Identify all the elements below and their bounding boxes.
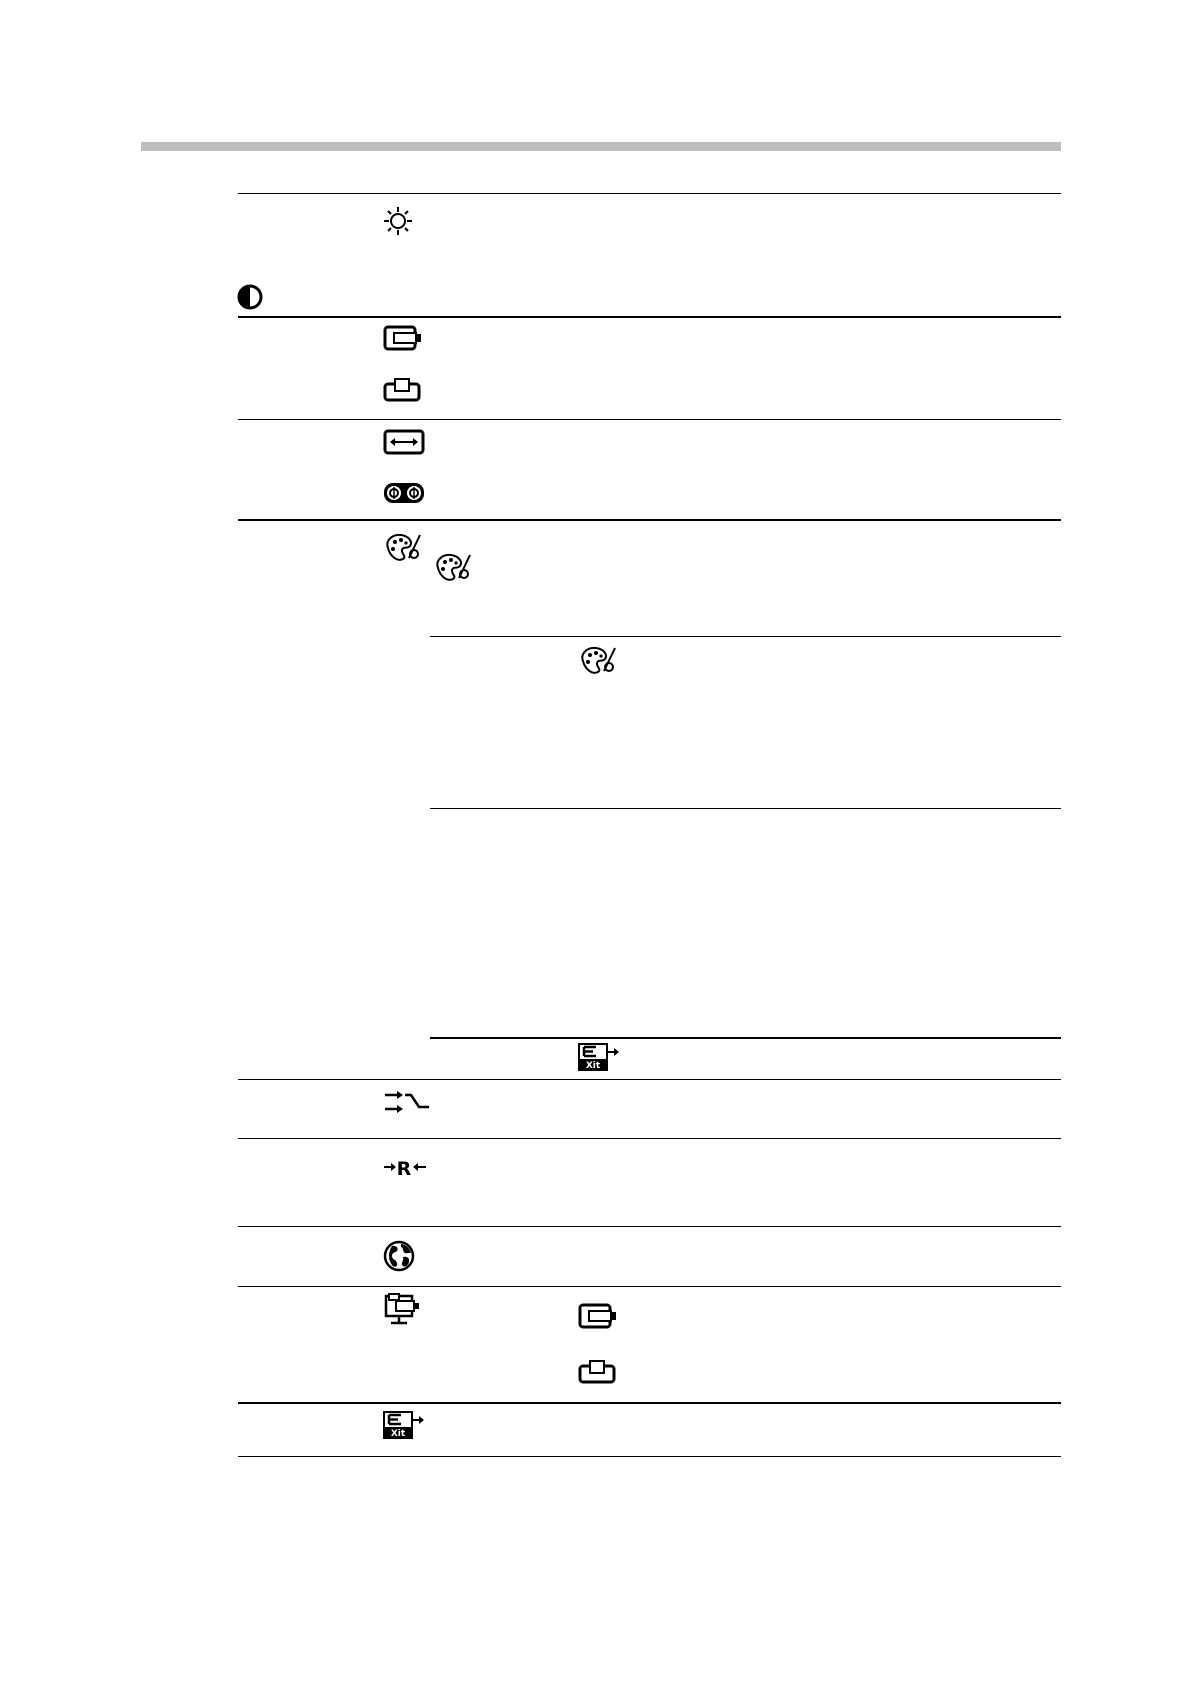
table-subrule xyxy=(430,808,1061,809)
table-rule xyxy=(238,193,1061,194)
half-circle-contrast-icon xyxy=(237,284,263,310)
table-rule xyxy=(238,1138,1061,1139)
vertical-center-icon xyxy=(578,1360,618,1384)
menu-position-icon xyxy=(383,1293,421,1327)
table-subrule xyxy=(430,636,1061,637)
input-select-icon xyxy=(383,1088,431,1116)
sun-icon xyxy=(383,206,413,236)
table-rule xyxy=(238,419,1061,420)
table-rule xyxy=(238,1456,1061,1457)
table-rule xyxy=(238,1079,1061,1080)
exit-icon xyxy=(578,1043,620,1071)
header-bar xyxy=(141,142,1061,151)
table-rule xyxy=(238,316,1061,318)
table-rule xyxy=(238,519,1061,521)
table-rule xyxy=(238,1286,1061,1287)
color-palette-icon xyxy=(433,552,473,582)
pincushion-icon xyxy=(383,481,425,505)
horizontal-size-icon xyxy=(383,429,425,455)
horizontal-center-icon xyxy=(578,1303,618,1329)
color-palette-icon xyxy=(578,645,618,675)
exit-icon xyxy=(383,1411,425,1439)
svg-text:Xit: Xit xyxy=(390,1429,406,1439)
vertical-center-icon xyxy=(383,378,423,402)
table-rule xyxy=(238,1226,1061,1227)
svg-text:R: R xyxy=(396,1158,412,1179)
svg-text:Xit: Xit xyxy=(585,1061,601,1071)
table-rule xyxy=(238,1402,1061,1404)
color-palette-icon xyxy=(383,532,423,562)
recall-icon xyxy=(383,1155,427,1179)
table-subrule xyxy=(430,1037,1061,1039)
horizontal-center-icon xyxy=(383,325,423,351)
globe-icon xyxy=(383,1240,415,1272)
